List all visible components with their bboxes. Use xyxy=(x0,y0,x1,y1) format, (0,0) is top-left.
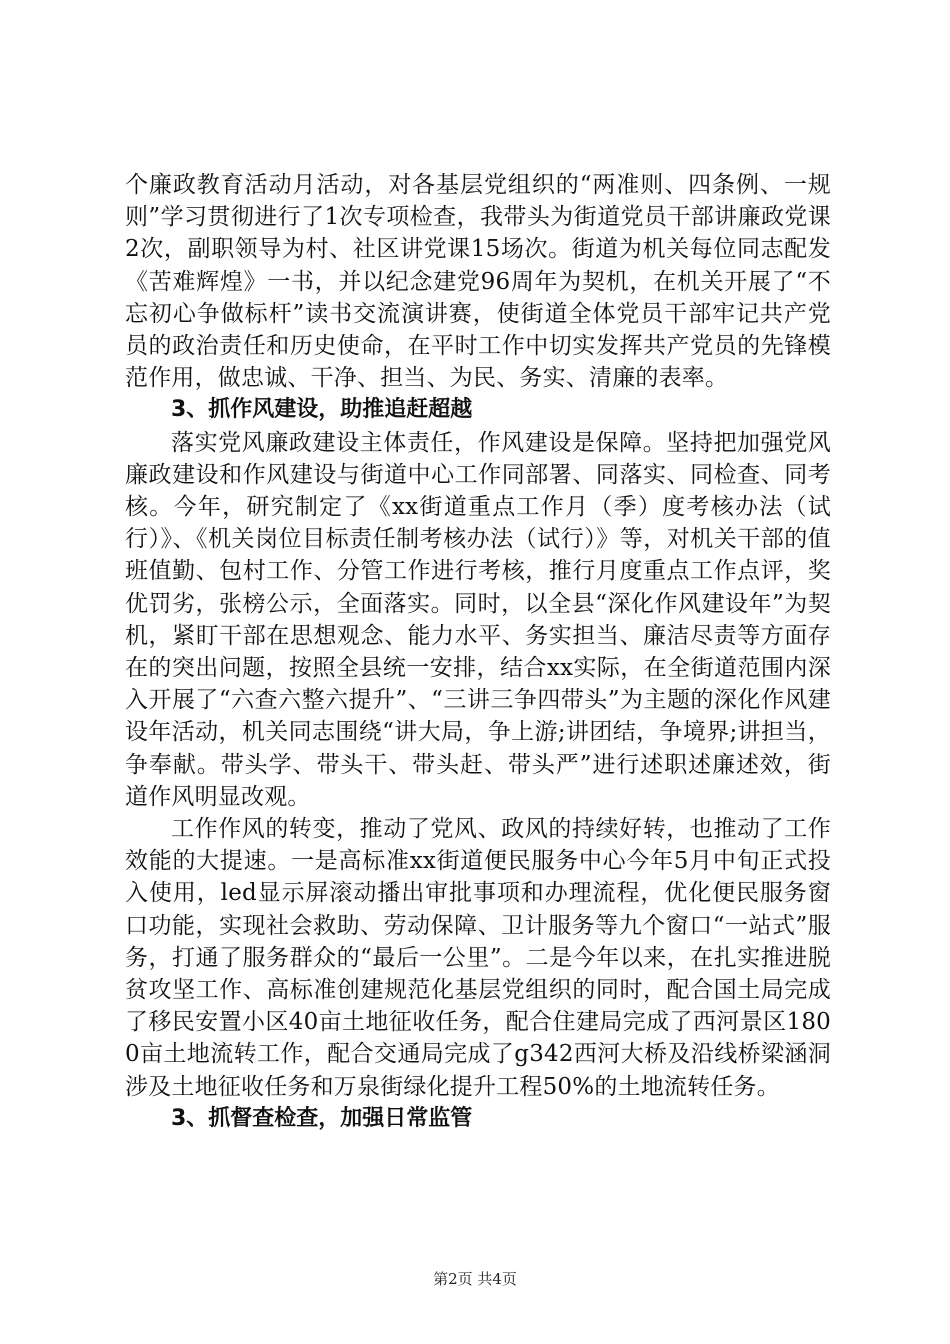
paragraph-3: 工作作风的转变，推动了党风、政风的持续好转，也推动了工作效能的大提速。一是高标准xx街道便民服务中心今年5月中旬正式投入使用，led显示屏滚动播出审批事项和办理流程，优化便民服务窗口功能，实现社会救助、劳动保障、卫计服务等九个窗口“一站式”服务，打通了服务群众的“最后一公里”。二是今年以来，在扎实推进脱贫攻坚工作、高标准创建规范化基层党组织的同时，配合国土局完成了移民安置小区40亩土地征收任务，配合住建局完成了西河景区1800亩土地流转工作，配合交通局完成了g342西河大桥及沿线桥梁涵洞涉及土地征收任务和万泉街绿化提升工程50%的土地流转任务。 xyxy=(125,816,831,1100)
document-body xyxy=(125,169,831,1135)
section-heading-supervision: 3、抓督查检查，加强日常监管 xyxy=(171,1105,473,1131)
paragraph-2: 落实党风廉政建设主体责任，作风建设是保障。坚持把加强党风廉政建设和作风建设与街道中心工作同部署、同落实、同检查、同考核。今年，研究制定了《xx街道重点工作月（季）度考核办法（试行）》、《机关岗位目标责任制考核办法（试行）》等，对机关干部的值班值勤、包村工作、分管工作进行考核，推行月度重点工作点评，奖优罚劣，张榜公示，全面落实。同时，以全县“深化作风建设年”为契机，紧盯干部在思想观念、能力水平、务实担当、廉洁尽责等方面存在的突出问题，按照全县统一安排，结合xx实际，在全街道范围内深入开展了“六查六整六提升”、“三讲三争四带头”为主题的深化作风建设年活动，机关同志围绕“讲大局，争上游;讲团结，争境界;讲担当，争奉献。带头学、带头干、带头赶、带头严”进行述职述廉述效，街道作风明显改观。 xyxy=(125,429,831,810)
section-heading-style: 3、抓作风建设，助推追赶超越 xyxy=(171,397,473,423)
page-footer: 第2页 共4页 xyxy=(433,1270,517,1288)
paragraph-1: 个廉政教育活动月活动，对各基层党组织的“两准则、四条例、一规则”学习贯彻进行了1次专项检查，我带头为街道党员干部讲廉政党课2次，副职领导为村、社区讲党课15场次。街道为机关每位同志配发《苦难辉煌》一书，并以纪念建党96周年为契机，在机关开展了“不忘初心争做标杆”读书交流演讲赛，使街道全体党员干部牢记共产党员的政治责任和历史使命，在平时工作中切实发挥共产党员的先锋模范作用，做忠诚、干净、担当、为民、务实、清廉的表率。 xyxy=(125,172,831,392)
